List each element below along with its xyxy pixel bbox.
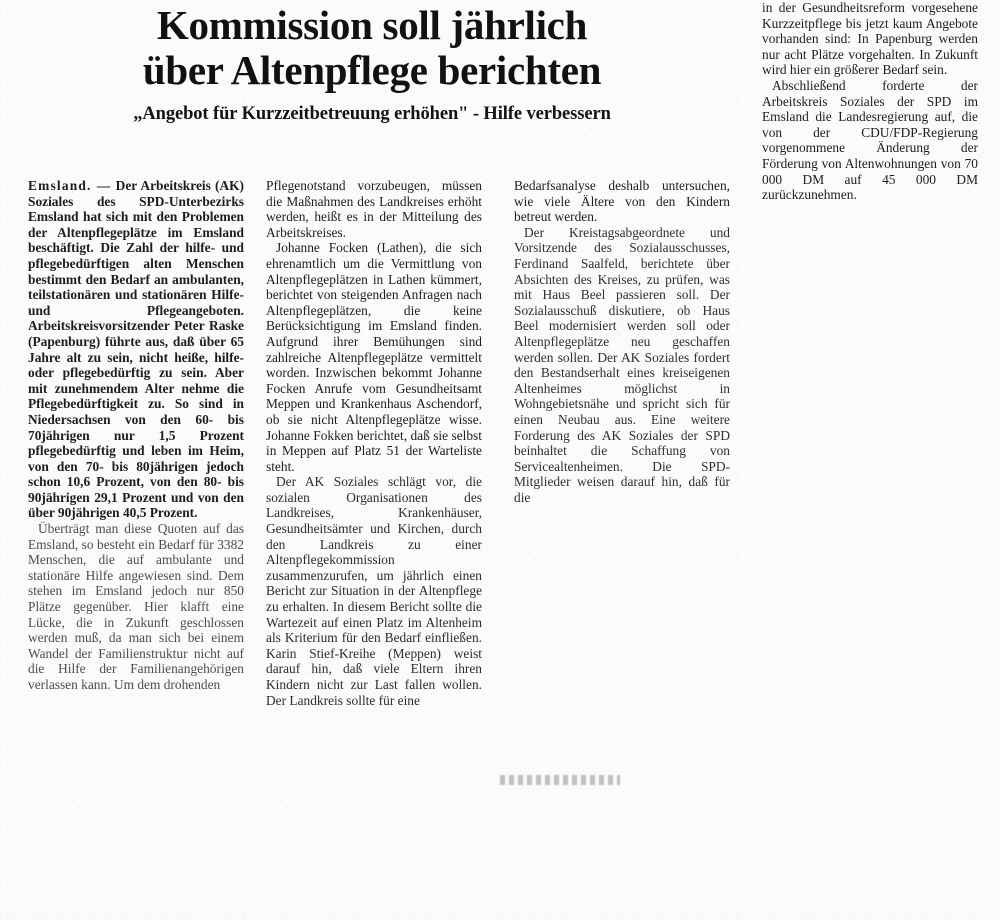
headline-line-1: Kommission soll jährlich [156, 2, 588, 48]
page-title [14, 4, 730, 93]
headline-line-2: über Altenpflege berichten [142, 47, 602, 94]
article-paragraph: Der Kreistagsabgeordnete und Vorsitzende des Sozialausschusses, Ferdinand Saalfeld, berichtete über Absichten des Kreises, zu prüfen, was mit Haus Beel passieren soll. Der Sozialausschuß diskutiere, ob Haus Beel modernisiert werden soll oder Altenpflegeplätze neu geschaffen werden sollen. Der AK Soziales fordert den Bestandserhalt eines kreiseigenen Altenheimes möglichst in Wohngebietsnähe und spricht sich für einen Neubau aus. Eine weitere Forderung des AK Soziales der SPD beinhaltet die Schaffung von Servicealtenheimen. Die SPD-Mitglieder weisen darauf hin, daß für die [514, 224, 730, 505]
article-paragraph: Johanne Focken (Lathen), die sich ehrenamtlich um die Vermittlung von Altenpflegeplätzen in Lathen kümmert, berichtet von steigenden Anfragen nach Altenpflegeplätzen, die keine Berücksichtigung im Emsland finden. Aufgrund ihrer Bemühungen sind zahlreiche Altenpflegeplätze vermittelt worden. Inzwischen bekommt Johanne Focken Anrufe vom Gesundheitsamt Meppen und Krankenhaus Aschendorf, ob sie nicht Altenpflegeplätze wisse. Johanne Fokken berichtet, daß sie selbst in Meppen auf Platz 51 der Warteliste steht. [266, 240, 482, 474]
print-smudge [500, 775, 620, 785]
article-paragraph: Bedarfsanalyse deshalb untersuchen, wie viele Ältere von den Kindern betreut werden. [514, 178, 730, 225]
dateline: Emsland. — [28, 178, 112, 193]
article-paragraph: Der AK Soziales schlägt vor, die sozialen Organisationen des Landkreises, Krankenhäuser, Gesundheitsämter und Kirchen, durch den Landkreis zu einer Altenpflegekommission zusammenzurufen, um jährlich einen Bericht zur Situation in der Altenpflege zu erhalten. In diesem Bericht sollte die Wartezeit auf einen Platz im Altenheim als Kriterium für den Bedarf einfließen. Karin Stief-Kreihe (Meppen) weist darauf hin, daß viele Eltern ihren Kindern nicht zur Last fallen wollen. Der Landkreis sollte für eine [266, 474, 482, 708]
article-column-1 [28, 178, 244, 693]
article-paragraph [28, 178, 244, 521]
lead-paragraph-text: Der Arbeitskreis (AK) Soziales des SPD-Unterbezirks Emsland hat sich mit den Problemen der Altenpflegeplätze im Emsland beschäftigt. Die Zahl der hilfe- und pflegebedürftigen alten Menschen bestimmt den Bedarf an ambulanten, teilstationären und stationären Hilfe- und Pflegeangeboten. Arbeitskreisvorsitzender Peter Raske (Papenburg) führte aus, daß über 65 Jahre alt zu sein, nicht heiße, hilfe- oder pflegebedürftig zu sein. Aber mit zunehmendem Alter nehme die Pflegebedürftigkeit zu. So sind in Niedersachsen von den 60- bis 70jährigen nur 1,5 Prozent pflegebedürftig und leben im Heim, von den 70- bis 80jährigen jedoch schon 10,6 Prozent, von den 80- bis 90jährigen 29,1 Prozent und von den über 90jährigen 40,5 Prozent. [28, 178, 244, 521]
headline-block [14, 4, 730, 124]
article-column-2 [266, 178, 482, 708]
subheadline: „Angebot für Kurzzeitbetreuung erhöhen" - Hilfe verbessern [133, 103, 611, 124]
article-column-4 [762, 0, 978, 918]
article-paragraph: Abschließend forderte der Arbeitskreis Soziales der SPD im Emsland die Landesregierung auf, die von der CDU/FDP-Regierung vorgenommene Änderung der Förderung von Altenwohnungen von 70 000 DM auf 45 000 DM zurückzunehmen. [762, 77, 978, 203]
article-column-3 [514, 178, 730, 505]
article-paragraph: Pflegenotstand vorzubeugen, müssen die Maßnahmen des Landkreises erhöht werden, heißt es in der Mitteilung des Arbeitskreises. [266, 178, 482, 240]
article-paragraph: in der Gesundheitsreform vorgesehene Kurzzeitpflege bis jetzt kaum Angebote vorhanden sind: In Papenburg werden nur acht Plätze vorgehalten. In Zukunft wird hier ein größerer Bedarf sein. [762, 0, 978, 78]
article-paragraph: Überträgt man diese Quoten auf das Emsland, so besteht ein Bedarf für 3382 Menschen, die auf ambulante und stationäre Hilfe angewiesen sind. Dem stehen im Emsland jedoch nur 850 Plätze gegenüber. Hier klafft eine Lücke, die in Zukunft geschlossen werden muß, da man sich bei einem Wandel der Familienstruktur nicht auf die Hilfe der Familienangehörigen verlassen kann. Um dem drohenden [28, 521, 244, 692]
